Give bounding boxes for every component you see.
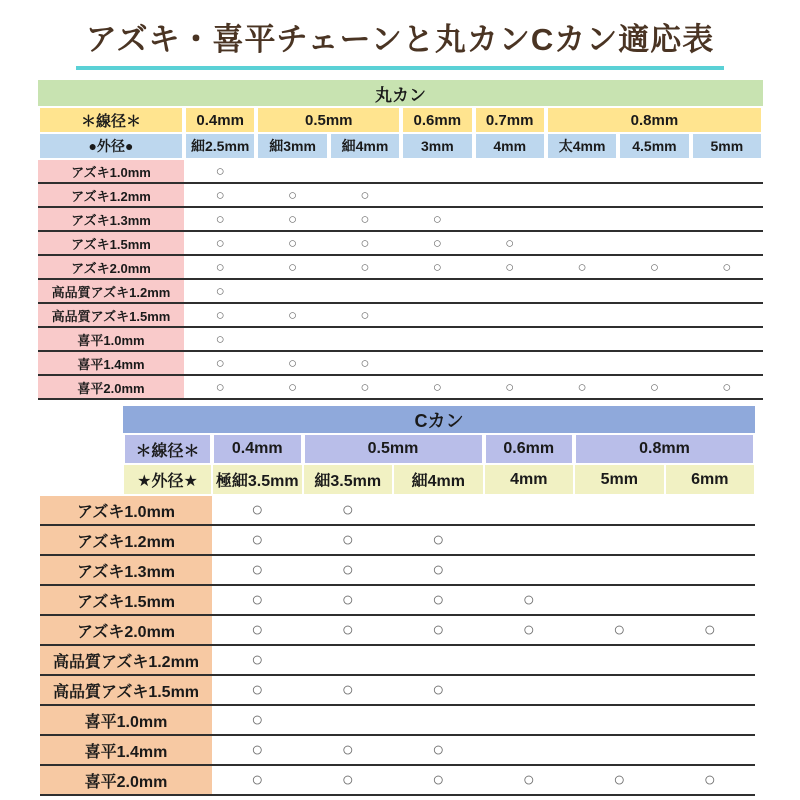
outer-diameter-value: 4mm: [485, 465, 574, 494]
compatible-mark: ○: [577, 378, 587, 396]
outer-diameter-col: [484, 465, 575, 494]
outer-diameter-value: 6mm: [666, 465, 755, 494]
compatible-mark: ○: [215, 258, 225, 276]
table-row: [40, 556, 755, 586]
compatible-mark: ○: [505, 258, 515, 276]
chain-type-label: アズキ1.2mm: [40, 526, 212, 554]
compatible-mark: ○: [251, 769, 264, 791]
compatible-mark: ○: [360, 378, 370, 396]
compatible-mark: ○: [341, 769, 354, 791]
table-row: [40, 496, 755, 526]
table-row: [40, 616, 755, 646]
table-row: [38, 160, 763, 184]
compatible-mark: ○: [251, 709, 264, 731]
table-row: [38, 328, 763, 352]
compatible-mark: ○: [522, 769, 535, 791]
table-row: [38, 280, 763, 304]
outer-diameter-col: [393, 465, 484, 494]
compatible-mark: ○: [432, 679, 445, 701]
wire-diameter-col: [212, 435, 303, 463]
chain-type-label: アズキ1.2mm: [38, 184, 184, 206]
wire-diameter-col: [546, 108, 763, 132]
compatible-mark: ○: [360, 234, 370, 252]
compatible-mark: ○: [251, 739, 264, 761]
table-row: [38, 208, 763, 232]
compatible-mark: ○: [360, 210, 370, 228]
chain-type-label: アズキ1.0mm: [38, 160, 184, 182]
outer-diameter-col: [256, 134, 328, 158]
wire-diameter-value: 0.5mm: [305, 435, 482, 463]
wire-diameter-col: [474, 108, 546, 132]
compatible-mark: ○: [288, 258, 298, 276]
outer-diameter-col: [184, 134, 256, 158]
wire-diameter-col: [484, 435, 575, 463]
chain-type-label: アズキ2.0mm: [38, 256, 184, 278]
outer-diameter-header-cell: [123, 465, 212, 494]
compatible-mark: ○: [432, 529, 445, 551]
outer-diameter-value: 4.5mm: [620, 134, 688, 158]
compatible-mark: ○: [341, 739, 354, 761]
compatible-mark: ○: [288, 210, 298, 228]
maru-kan-outer-diameter-row: [38, 134, 763, 158]
compatible-mark: ○: [522, 619, 535, 641]
compatible-mark: ○: [432, 619, 445, 641]
wire-diameter-value: 0.7mm: [476, 108, 544, 132]
c-kan-table-title: Cカン: [123, 406, 755, 433]
maru-kan-table-title: 丸カン: [38, 80, 763, 106]
compatible-mark: ○: [341, 499, 354, 521]
compatible-mark: ○: [341, 559, 354, 581]
outer-diameter-label: ★外径★: [124, 465, 211, 494]
c-kan-outer-diameter-row: [123, 465, 755, 494]
compatible-mark: ○: [703, 619, 716, 641]
page-header: [0, 12, 800, 70]
compatible-mark: ○: [251, 619, 264, 641]
compatible-mark: ○: [215, 306, 225, 324]
compatible-mark: ○: [649, 378, 659, 396]
outer-diameter-col: [665, 465, 756, 494]
outer-diameter-value: 3mm: [403, 134, 471, 158]
chain-type-label: 喜平1.0mm: [40, 706, 212, 734]
outer-diameter-value: 細2.5mm: [186, 134, 254, 158]
compatible-mark: ○: [432, 559, 445, 581]
outer-diameter-col: [574, 465, 665, 494]
table-row: [38, 304, 763, 328]
compatible-mark: ○: [215, 234, 225, 252]
chain-type-label: アズキ1.5mm: [38, 232, 184, 254]
wire-diameter-value: 0.6mm: [403, 108, 471, 132]
compatible-mark: ○: [432, 378, 442, 396]
wire-diameter-col: [303, 435, 484, 463]
compatible-mark: ○: [215, 378, 225, 396]
outer-diameter-value: 細4mm: [394, 465, 483, 494]
compatible-mark: ○: [251, 529, 264, 551]
wire-diameter-value: 0.8mm: [576, 435, 753, 463]
chain-type-label: 高品質アズキ1.2mm: [40, 646, 212, 674]
compatible-mark: ○: [341, 619, 354, 641]
outer-diameter-col: [618, 134, 690, 158]
compatible-mark: ○: [288, 234, 298, 252]
compatible-mark: ○: [215, 162, 225, 180]
maru-kan-table-body: [38, 160, 763, 400]
table-row: [40, 586, 755, 616]
outer-diameter-value: 細4mm: [331, 134, 399, 158]
compatible-mark: ○: [215, 186, 225, 204]
chain-type-label: アズキ1.0mm: [40, 496, 212, 524]
wire-diameter-label: ＊線径＊: [125, 435, 210, 463]
wire-diameter-col: [401, 108, 473, 132]
outer-diameter-value: 極細3.5mm: [213, 465, 302, 494]
wire-diameter-col: [574, 435, 755, 463]
chain-type-label: 喜平2.0mm: [40, 766, 212, 794]
outer-diameter-value: 5mm: [575, 465, 664, 494]
compatible-mark: ○: [505, 378, 515, 396]
wire-diameter-value: 0.5mm: [258, 108, 399, 132]
outer-diameter-value: 太4mm: [548, 134, 616, 158]
chain-type-label: アズキ1.5mm: [40, 586, 212, 614]
outer-diameter-header-cell: [38, 134, 184, 158]
compatible-mark: ○: [432, 739, 445, 761]
compatible-mark: ○: [522, 589, 535, 611]
table-row: [40, 646, 755, 676]
outer-diameter-col: [474, 134, 546, 158]
chain-type-label: 高品質アズキ1.2mm: [38, 280, 184, 302]
compatible-mark: ○: [360, 186, 370, 204]
compatible-mark: ○: [360, 354, 370, 372]
wire-diameter-value: 0.4mm: [214, 435, 301, 463]
compatible-mark: ○: [505, 234, 515, 252]
outer-diameter-col: [303, 465, 394, 494]
table-row: [38, 256, 763, 280]
compatible-mark: ○: [251, 589, 264, 611]
outer-diameter-col: [546, 134, 618, 158]
chain-type-label: アズキ1.3mm: [38, 208, 184, 230]
compatible-mark: ○: [432, 589, 445, 611]
compatible-mark: ○: [251, 559, 264, 581]
outer-diameter-value: 細3mm: [258, 134, 326, 158]
chain-type-label: 喜平2.0mm: [38, 376, 184, 398]
page-title: アズキ・喜平チェーンと丸カンCカン適応表: [76, 12, 725, 70]
compatible-mark: ○: [360, 306, 370, 324]
compatible-mark: ○: [341, 589, 354, 611]
outer-diameter-col: [212, 465, 303, 494]
wire-diameter-label: ＊線径＊: [40, 108, 182, 132]
compatible-mark: ○: [341, 679, 354, 701]
wire-diameter-col: [256, 108, 401, 132]
outer-diameter-value: 細3.5mm: [304, 465, 393, 494]
compatible-mark: ○: [288, 354, 298, 372]
chain-type-label: 喜平1.0mm: [38, 328, 184, 350]
compatible-mark: ○: [613, 769, 626, 791]
wire-diameter-header-cell: [123, 435, 212, 463]
table-row: [40, 736, 755, 766]
table-row: [40, 676, 755, 706]
compatible-mark: ○: [722, 378, 732, 396]
c-kan-wire-diameter-row: [123, 435, 755, 463]
outer-diameter-label: ●外径●: [40, 134, 182, 158]
compatible-mark: ○: [251, 679, 264, 701]
maru-kan-wire-diameter-row: [38, 108, 763, 132]
compatible-mark: ○: [215, 210, 225, 228]
compatible-mark: ○: [577, 258, 587, 276]
compatible-mark: ○: [288, 186, 298, 204]
table-row: [40, 766, 755, 796]
table-row: [40, 706, 755, 736]
wire-diameter-value: 0.4mm: [186, 108, 254, 132]
table-row: [38, 232, 763, 256]
outer-diameter-col: [329, 134, 401, 158]
compatible-mark: ○: [432, 769, 445, 791]
compatible-mark: ○: [288, 306, 298, 324]
compatible-mark: ○: [613, 619, 626, 641]
wire-diameter-col: [184, 108, 256, 132]
compatible-mark: ○: [703, 769, 716, 791]
compatible-mark: ○: [341, 529, 354, 551]
c-kan-table-header: [123, 406, 755, 494]
outer-diameter-col: [691, 134, 763, 158]
table-row: [38, 352, 763, 376]
chain-type-label: アズキ1.3mm: [40, 556, 212, 584]
table-row: [40, 526, 755, 556]
wire-diameter-header-cell: [38, 108, 184, 132]
compatible-mark: ○: [215, 282, 225, 300]
chain-type-label: 高品質アズキ1.5mm: [40, 676, 212, 704]
compatible-mark: ○: [432, 234, 442, 252]
table-row: [38, 184, 763, 208]
table-row: [38, 376, 763, 400]
compatible-mark: ○: [360, 258, 370, 276]
wire-diameter-value: 0.6mm: [486, 435, 573, 463]
c-kan-table: [40, 406, 755, 796]
chain-type-label: 喜平1.4mm: [40, 736, 212, 764]
outer-diameter-value: 5mm: [693, 134, 761, 158]
compatible-mark: ○: [251, 499, 264, 521]
chain-type-label: アズキ2.0mm: [40, 616, 212, 644]
compatible-mark: ○: [215, 354, 225, 372]
chain-type-label: 高品質アズキ1.5mm: [38, 304, 184, 326]
c-kan-table-body: [40, 496, 755, 796]
compatible-mark: ○: [649, 258, 659, 276]
compatible-mark: ○: [432, 258, 442, 276]
compatible-mark: ○: [251, 649, 264, 671]
compatible-mark: ○: [215, 330, 225, 348]
wire-diameter-value: 0.8mm: [548, 108, 761, 132]
outer-diameter-col: [401, 134, 473, 158]
compatible-mark: ○: [722, 258, 732, 276]
maru-kan-table: [38, 80, 763, 400]
compatible-mark: ○: [288, 378, 298, 396]
outer-diameter-value: 4mm: [476, 134, 544, 158]
chain-type-label: 喜平1.4mm: [38, 352, 184, 374]
compatible-mark: ○: [432, 210, 442, 228]
